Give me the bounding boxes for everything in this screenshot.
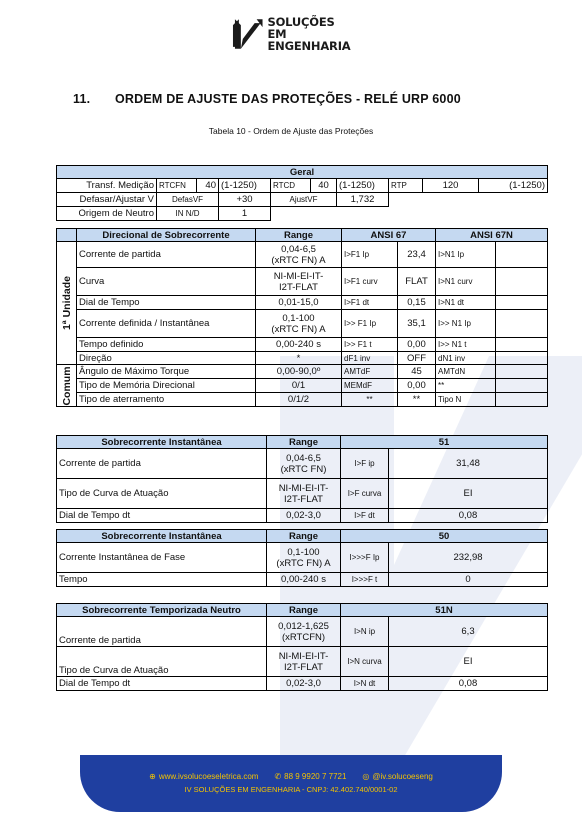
cell (496, 393, 548, 407)
table-row (57, 617, 548, 647)
cell (496, 242, 548, 268)
group-label-text: Comum (60, 365, 73, 406)
footer-company: IV SOLUÇÕES EM ENGENHARIA - CNPJ: 42.402.740/0001-02 (184, 785, 398, 794)
cell: I>F1 dt (342, 296, 398, 310)
geral-title: Geral (57, 166, 548, 179)
cell: 35,1 (398, 310, 436, 338)
cell: 40 (197, 179, 219, 193)
column-header: Range (267, 530, 341, 543)
cell: I>N dt (341, 677, 389, 691)
cell: 0,00 (398, 379, 436, 393)
cell: 0,00 (398, 338, 436, 352)
column-header: 51 (341, 436, 548, 449)
column-header: ANSI 67 (342, 229, 436, 242)
whatsapp-icon: ✆ (274, 772, 282, 781)
table-row (57, 449, 548, 479)
cell: 0/1/2 (256, 393, 342, 407)
cell: Corrente Instantânea de Fase (57, 543, 267, 573)
cell: ** (342, 393, 398, 407)
cell: DefasVF (157, 193, 219, 207)
section-title: ORDEM DE AJUSTE DAS PROTEÇÕES - RELÉ URP 6000 (115, 92, 461, 106)
table-row (57, 647, 548, 677)
cell (57, 229, 77, 242)
cell: EI (389, 647, 548, 677)
cell: 1,732 (337, 193, 389, 207)
table-row (57, 393, 548, 407)
page-footer (80, 755, 502, 812)
cell: 0,1-100 (xRTC FN) A (267, 543, 341, 573)
cell: I>N ip (341, 617, 389, 647)
table-row (57, 207, 548, 221)
cell (271, 207, 548, 221)
column-header: Range (267, 604, 341, 617)
cell: ** (398, 393, 436, 407)
cell: NI-MI-EI-IT- I2T-FLAT (267, 647, 341, 677)
column-header: 51N (341, 604, 548, 617)
cell: I>F1 Ip (342, 242, 398, 268)
table-row (57, 352, 548, 365)
footer-phone[interactable] (274, 772, 346, 781)
table-row (57, 338, 548, 352)
cell: NI-MI-EI-IT- I2T-FLAT (267, 479, 341, 509)
table-row (57, 677, 548, 691)
column-header: Range (256, 229, 342, 242)
table-row (57, 193, 548, 207)
group-label-text: 1ª Unidade (60, 275, 73, 331)
neutral-51n-table (56, 603, 548, 691)
cell: I>>>F t (341, 573, 389, 587)
table-row (57, 242, 548, 268)
cell: 0 (389, 573, 548, 587)
cell: Transf. Medição (57, 179, 157, 193)
table-row (57, 310, 548, 338)
cell: I>N curva (341, 647, 389, 677)
column-header: ANSI 67N (436, 229, 548, 242)
column-header: Sobrecorrente Instantânea (57, 530, 267, 543)
instagram-icon: ◎ (362, 772, 370, 781)
cell: RTCD (271, 179, 311, 193)
cell: 0,01-15,0 (256, 296, 342, 310)
overcurrent-51-table (56, 435, 548, 523)
cell (496, 379, 548, 393)
group-label-comum (57, 365, 77, 407)
cell (496, 338, 548, 352)
cell (496, 365, 548, 379)
cell: I>> F1 Ip (342, 310, 398, 338)
cell: AjustVF (271, 193, 337, 207)
cell: 0,04-6,5 (xRTC FN) (267, 449, 341, 479)
cell: Corrente definida / Instantânea (77, 310, 256, 338)
table-row (57, 379, 548, 393)
cell: I>F dt (341, 509, 389, 523)
cell: I>>>F Ip (341, 543, 389, 573)
cell: Defasar/Ajustar V (57, 193, 157, 207)
cell: 0,08 (389, 677, 548, 691)
cell (496, 310, 548, 338)
cell: 0,00-240 s (267, 573, 341, 587)
cell: 0,00-90,0º (256, 365, 342, 379)
cell: (1-1250) (479, 179, 548, 193)
cell: I>N1 Ip (436, 242, 496, 268)
column-header: Direcional de Sobrecorrente (77, 229, 256, 242)
cell: 0,00-240 s (256, 338, 342, 352)
cell: Origem de Neutro (57, 207, 157, 221)
table-row (57, 479, 548, 509)
cell: * (256, 352, 342, 365)
cell: I>F curva (341, 479, 389, 509)
cell (496, 296, 548, 310)
instagram-text: @iv.solucoeseng (372, 772, 433, 781)
table-row (57, 179, 548, 193)
cell (496, 268, 548, 296)
cell: IN N/D (157, 207, 219, 221)
group-label-unit1 (57, 242, 77, 365)
cell: I>N1 curv (436, 268, 496, 296)
cell: 232,98 (389, 543, 548, 573)
cell: Curva (77, 268, 256, 296)
column-header: 50 (341, 530, 548, 543)
footer-instagram[interactable] (362, 772, 432, 781)
cell (389, 193, 548, 207)
cell: AMTdF (342, 365, 398, 379)
geral-table (56, 165, 548, 221)
globe-icon: ⊕ (149, 772, 156, 781)
section-heading (73, 92, 461, 106)
cell: I>> N1 t (436, 338, 496, 352)
cell: I>F ip (341, 449, 389, 479)
cell: Tipo de Memória Direcional (77, 379, 256, 393)
cell: (1-1250) (337, 179, 389, 193)
cell: 0,012-1,625 (xRTCFN) (267, 617, 341, 647)
cell: I>F1 curv (342, 268, 398, 296)
cell: 0,04-6,5 (xRTC FN) A (256, 242, 342, 268)
table-row (57, 543, 548, 573)
cell (496, 352, 548, 365)
column-header: Range (267, 436, 341, 449)
cell: Tipo N (436, 393, 496, 407)
cell: 0/1 (256, 379, 342, 393)
cell: Tipo de aterramento (77, 393, 256, 407)
cell: Direção (77, 352, 256, 365)
website-text: www.ivsolucoeseletrica.com (158, 772, 259, 781)
cell: Tipo de Curva de Atuação (57, 479, 267, 509)
cell: 0,08 (389, 509, 548, 523)
cell: Corrente de partida (77, 242, 256, 268)
cell: ** (436, 379, 496, 393)
cell: OFF (398, 352, 436, 365)
table-row (57, 509, 548, 523)
cell: I>> F1 t (342, 338, 398, 352)
cell: +30 (219, 193, 271, 207)
column-header: Sobrecorrente Instantânea (57, 436, 267, 449)
table-row (57, 365, 548, 379)
cell: 0,15 (398, 296, 436, 310)
cell: Corrente de partida (57, 617, 267, 647)
table-row (57, 296, 548, 310)
cell: RTP (389, 179, 423, 193)
overcurrent-50-table (56, 529, 548, 587)
company-logo (231, 16, 356, 52)
table-row (57, 268, 548, 296)
cell: Corrente de partida (57, 449, 267, 479)
cell: I>N1 dt (436, 296, 496, 310)
logo-line1: SOLUÇÕES EM (267, 15, 335, 41)
cell: Tempo definido (77, 338, 256, 352)
cell: Dial de Tempo dt (57, 509, 267, 523)
cell: 31,48 (389, 449, 548, 479)
cell: Tempo (57, 573, 267, 587)
section-number: 11. (73, 92, 91, 106)
cell: Ângulo de Máximo Torque (77, 365, 256, 379)
cell: 23,4 (398, 242, 436, 268)
table-caption: Tabela 10 - Ordem de Ajuste das Proteções (208, 126, 374, 136)
cell: EI (389, 479, 548, 509)
direcional-table (56, 228, 548, 407)
cell: RTCFN (157, 179, 197, 193)
column-header: Sobrecorrente Temporizada Neutro (57, 604, 267, 617)
table-row (57, 573, 548, 587)
cell: dN1 inv (436, 352, 496, 365)
cell: Dial de Tempo (77, 296, 256, 310)
phone-text: 88 9 9920 7 7721 (284, 772, 347, 781)
cell: I>> N1 Ip (436, 310, 496, 338)
cell: 0,02-3,0 (267, 509, 341, 523)
cell: MEMdF (342, 379, 398, 393)
cell: (1-1250) (219, 179, 271, 193)
cell: AMTdN (436, 365, 496, 379)
cell: Tipo de Curva de Atuação (57, 647, 267, 677)
cell: FLAT (398, 268, 436, 296)
cell: 0,02-3,0 (267, 677, 341, 691)
cell: 1 (219, 207, 271, 221)
cell: dF1 inv (342, 352, 398, 365)
logo-line2: ENGENHARIA (267, 39, 351, 53)
logo-mark-icon (231, 17, 265, 51)
cell: 40 (311, 179, 337, 193)
cell: NI-MI-EI-IT- I2T-FLAT (256, 268, 342, 296)
cell: 6,3 (389, 617, 548, 647)
cell: 120 (423, 179, 479, 193)
footer-website[interactable] (149, 772, 258, 781)
cell: Dial de Tempo dt (57, 677, 267, 691)
cell: 0,1-100 (xRTC FN) A (256, 310, 342, 338)
cell: 45 (398, 365, 436, 379)
